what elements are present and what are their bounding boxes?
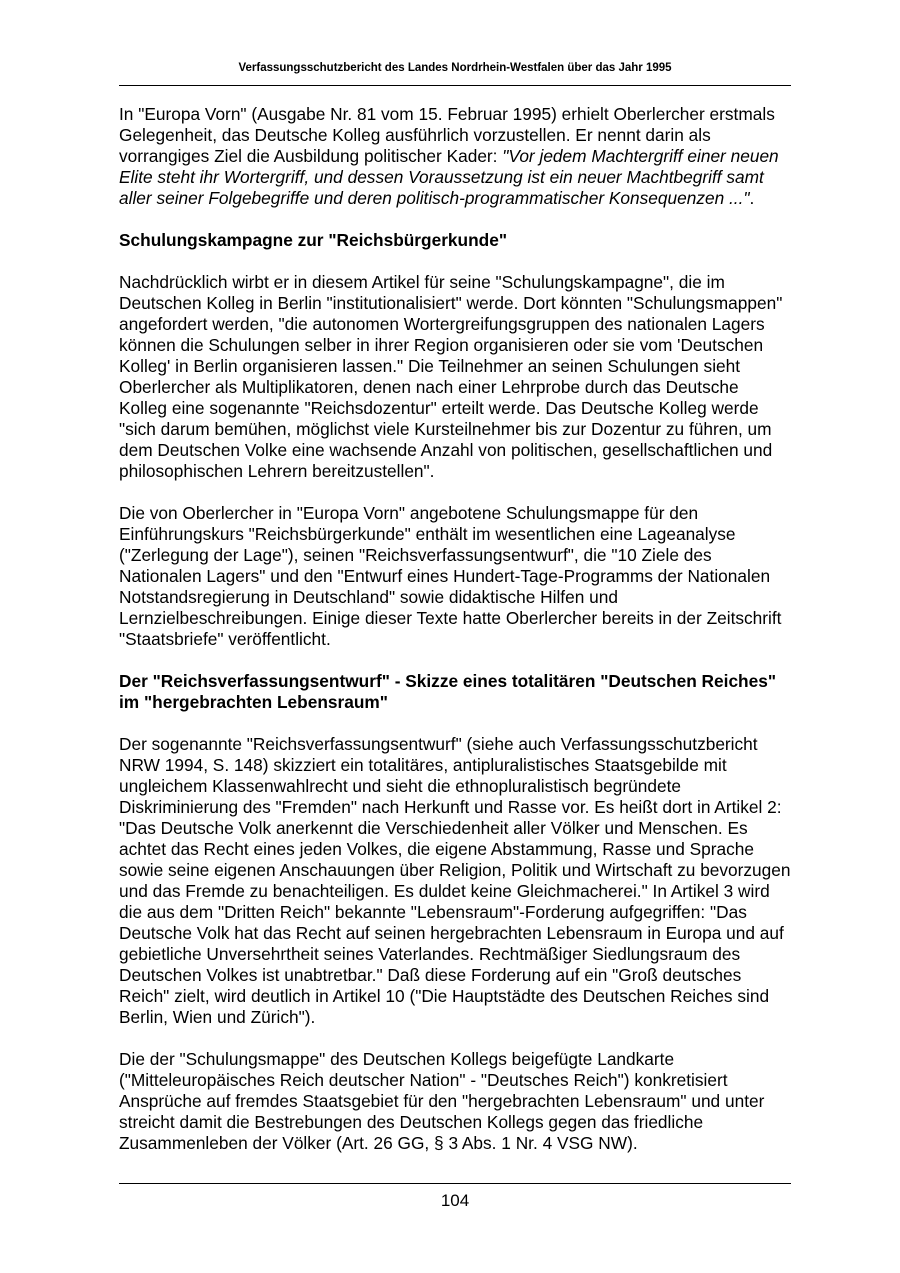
paragraph-1-quote: "Vor jedem Machtergriff einer neuen Elite steht ihr Wortergriff, und dessen Voraussetzung ist ein neuer Machtbegriff samt aller seiner Folgebegriffe und deren politisch-programmatischer Konsequenzen ..." [119,146,779,208]
paragraph-4: Der sogenannte "Reichsverfassungsentwurf" (siehe auch Verfassungsschutzbericht NRW 1994, S. 148) skizziert ein totalitäres, antipluralistisches Staatsgebilde mit ungleichem Klassenwahlrecht und sieht die ethnopluralistisch begründete Diskriminierung des "Fremden" nach Herkunft und Rasse vor. Es heißt dort in Artikel 2: "Das Deutsche Volk anerkennt die Verschiedenheit aller Völker und Menschen. Es achtet das Recht eines jeden Volkes, die eigene Abstammung, Rasse und Sprache sowie seine eigenen Anschauungen über Religion, Politik und Wirtschaft zu bevorzugen und das Fremde zu benachteiligen. Es duldet keine Gleichmacherei." In Artikel 3 wird die aus dem "Dritten Reich" bekannte "Lebensraum"-Forderung aufgegriffen: "Das Deutsche Volk hat das Recht auf seinen hergebrachten Lebensraum in Europa und auf gebietliche Unversehrtheit seines Vaterlandes. Rechtmäßiger Siedlungsraum des Deutschen Volkes ist unabtretbar." Daß diese Forderung auf ein "Groß deutsches Reich" zielt, wird deutlich in Artikel 10 ("Die Hauptstädte des Deutschen Reiches sind Berlin, Wien und Zürich"). [119,734,791,1027]
paragraph-5: Die der "Schulungsmappe" des Deutschen Kollegs beigefügte Landkarte ("Mitteleuropäisches Reich deutscher Nation" - "Deutsches Reich") konkretisiert Ansprüche auf fremdes Staatsgebiet für den "hergebrachten Lebensraum" und unter streicht damit die Bestrebungen des Deutschen Kollegs gegen das friedliche Zusammenleben der Völker (Art. 26 GG, § 3 Abs. 1 Nr. 4 VSG NW). [119,1049,765,1153]
paragraph-1-text: In "Europa Vorn" (Ausgabe Nr. 81 vom 15. Februar 1995) erhielt Oberlercher erstmals Gelegenheit, das Deutsche Kolleg ausführlich vorzustellen. Er nennt darin als vorrangiges Ziel die Ausbildung politischer Kader: [119,104,775,166]
page-number: 104 [440,1191,470,1210]
paragraph-3: Die von Oberlercher in "Europa Vorn" angebotene Schulungsmappe für den Einführungskurs "Reichsbürgerkunde" enthält im wesentlichen eine Lageanalyse ("Zerlegung der Lage"), seinen "Reichsverfassungsentwurf", die "10 Ziele des Nationalen Lagers" und den "Entwurf eines Hundert-Tage-Programms der Nationalen Notstandsregierung in Deutschland" sowie didaktische Hilfen und Lernzielbeschreibungen. Einige dieser Texte hatte Oberlercher bereits in der Zeitschrift "Staatsbriefe" veröffentlicht. [119,503,782,649]
section-heading-schulungskampagne: Schulungskampagne zur "Reichsbürgerkunde" [119,230,508,250]
section-heading-reichsverfassungsentwurf: Der "Reichsverfassungsentwurf" - Skizze eines totalitären "Deutschen Reiches" im "hergebrachten Lebensraum" [119,671,777,712]
footer-rule [119,1183,791,1184]
paragraph-1-end: . [749,188,755,208]
header-rule [119,85,791,86]
document-body [119,104,791,1175]
paragraph-2: Nachdrücklich wirbt er in diesem Artikel für seine "Schulungskampagne", die im Deutschen Kolleg in Berlin "institutionalisiert" werde. Dort könnten "Schulungsmappen" angefordert werden, "die autonomen Wortergreifungsgruppen des nationalen Lagers können die Schulungen selber in ihrer Region organisieren oder sie vom 'Deutschen Kolleg' in Berlin organisieren lassen." Die Teilnehmer an seinen Schulungen sieht Oberlercher als Multiplikatoren, denen nach einer Lehrprobe durch das Deutsche Kolleg eine sogenannte "Reichsdozentur" erteilt werde. Das Deutsche Kolleg werde "sich darum bemühen, möglichst viele Kursteilnehmer bis zur Dozentur zu führen, um dem Deutschen Volke eine wachsende Anzahl von politischen, gesellschaftlichen und philosophischen Lehrern bereitzustellen". [119,272,783,481]
running-header: Verfassungsschutzbericht des Landes Nordrhein-Westfalen über das Jahr 1995 [238,62,672,74]
paragraph-1 [119,104,791,209]
document-page [119,0,791,1273]
